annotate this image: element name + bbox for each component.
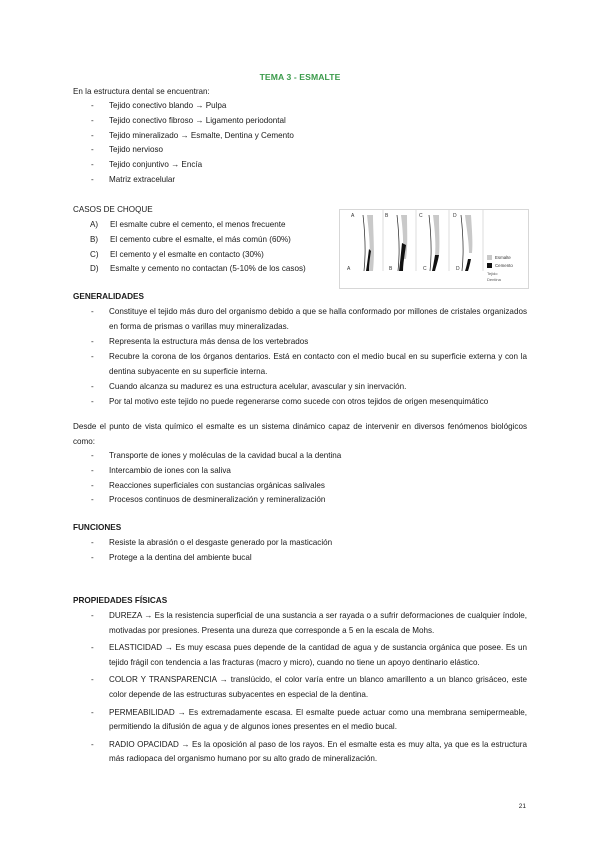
funciones-list: [91, 536, 527, 566]
list-item: [90, 248, 340, 263]
list-item: - Matriz extracelular: [91, 173, 391, 188]
legend-label: Tejido: [487, 271, 498, 276]
list-item: - Tejido conectivo fibroso → Ligamento periodontal: [91, 114, 391, 129]
panel-label: D: [453, 213, 457, 219]
list-item: - Recubre la corona de los órganos dentarios. Está en contacto con el medio bucal en su superficie externa y con la dentina subyacente en su superficie interna.: [91, 350, 527, 379]
chemical-list: [91, 449, 527, 508]
structure-list: [91, 99, 391, 188]
intro-text: En la estructura dental se encuentran:: [73, 87, 210, 96]
list-item: - Transporte de iones y moléculas de la cavidad bucal a la dentina: [91, 449, 527, 464]
list-item: - RADIO OPACIDAD → Es la oposición al paso de los rayos. En el esmalte esta es muy alta, ya que es la estructura más radiopaca del organismo humano por su alto grado de mineralización.: [91, 738, 527, 767]
generalidades-list: [91, 305, 527, 410]
generalidades-heading: GENERALIDADES: [73, 292, 144, 301]
list-item: - COLOR Y TRANSPARENCIA → translúcido, el color varía entre un blanco amarillento a un blanco grisáceo, este color depende de las estructuras subyacentes en especial de la dentina.: [91, 673, 527, 702]
page-title: TEMA 3 - ESMALTE: [259, 72, 341, 82]
list-item: - Reacciones superficiales con sustancias orgánicas salivales: [91, 479, 527, 494]
list-item: - Representa la estructura más densa de los vertebrados: [91, 335, 527, 350]
cases-heading: CASOS DE CHOQUE: [73, 205, 153, 214]
list-item: - Intercambio de iones con la saliva: [91, 464, 527, 479]
list-item: - Cuando alcanza su madurez es una estructura acelular, avascular y sin inervación.: [91, 380, 527, 395]
page-number: 21: [518, 803, 526, 810]
list-item: [90, 218, 340, 233]
panel-label: D: [456, 266, 460, 272]
list-item: [90, 233, 340, 248]
list-item: - Por tal motivo este tejido no puede regenerarse como sucede con otros tejidos de origen mesenquimático: [91, 395, 527, 410]
legend-swatch-enamel: [487, 255, 492, 260]
panel-label: A: [347, 266, 351, 272]
panel-label: C: [419, 213, 423, 219]
list-item: - Constituye el tejido más duro del organismo debido a que se halla conformado por millones de cristales organizados en forma de prismas o varillas muy mineralizadas.: [91, 305, 527, 334]
case-text: El cemento cubre el esmalte, el más común (60%): [110, 234, 291, 244]
list-item: - Tejido nervioso: [91, 143, 391, 158]
cej-figure: [339, 209, 529, 289]
list-item: - ELASTICIDAD → Es muy escasa pues depende de la cantidad de agua y de sustancia orgánica que posee. Es un tejido frágil con tendencia a las fracturas (macro y micro), cuando no tiene un apoyo dentinario elástico.: [91, 641, 527, 670]
list-item: [90, 262, 340, 277]
panel-label: A: [351, 213, 355, 219]
list-item: - Tejido conjuntivo → Encía: [91, 158, 391, 173]
case-text: El cemento y el esmalte en contacto (30%): [110, 249, 264, 259]
list-item: - Tejido conectivo blando → Pulpa: [91, 99, 391, 114]
chemical-paragraph: Desde el punto de vista químico el esmalte es un sistema dinámico capaz de intervenir en diversos fenómenos biológicos como:: [73, 422, 527, 446]
propiedades-heading: PROPIEDADES FÍSICAS: [73, 596, 168, 605]
list-item: - Protege a la dentina del ambiente bucal: [91, 551, 527, 566]
legend-label: Dentina: [487, 277, 501, 282]
panel-label: B: [385, 213, 389, 219]
case-marker: C): [90, 249, 99, 259]
panel-label: B: [389, 266, 393, 272]
cases-list: [90, 218, 340, 277]
list-item: - DUREZA → Es la resistencia superficial de una sustancia a ser rayada o a sufrir deformaciones de cualquier índole, motivadas por presiones. Presenta una dureza que corresponde a 5 en la escala de Mohs.: [91, 609, 527, 638]
panel-label: C: [423, 266, 427, 272]
legend-label: Esmalte: [495, 255, 511, 260]
cej-diagram: [339, 209, 529, 289]
case-text: Esmalte y cemento no contactan (5-10% de los casos): [110, 264, 306, 274]
case-marker: D): [90, 264, 99, 274]
case-text: El esmalte cubre el cemento, el menos frecuente: [110, 220, 286, 229]
list-item: - PERMEABILIDAD → Es extremadamente escasa. El esmalte puede actuar como una membrana semipermeable, permitiendo la difusión de agua y de algunos iones presentes en el medio bucal.: [91, 706, 527, 735]
funciones-heading: FUNCIONES: [73, 523, 122, 532]
list-item: - Tejido mineralizado → Esmalte, Dentina y Cemento: [91, 129, 391, 144]
list-item: - Procesos continuos de desmineralización y remineralización: [91, 493, 527, 508]
legend-swatch-cement: [487, 263, 492, 268]
legend-label: Cemento: [495, 263, 513, 268]
list-item: - Resiste la abrasión o el desgaste generado por la masticación: [91, 536, 527, 551]
case-marker: A): [90, 220, 99, 229]
propiedades-list: [91, 609, 527, 768]
case-marker: B): [90, 234, 99, 244]
